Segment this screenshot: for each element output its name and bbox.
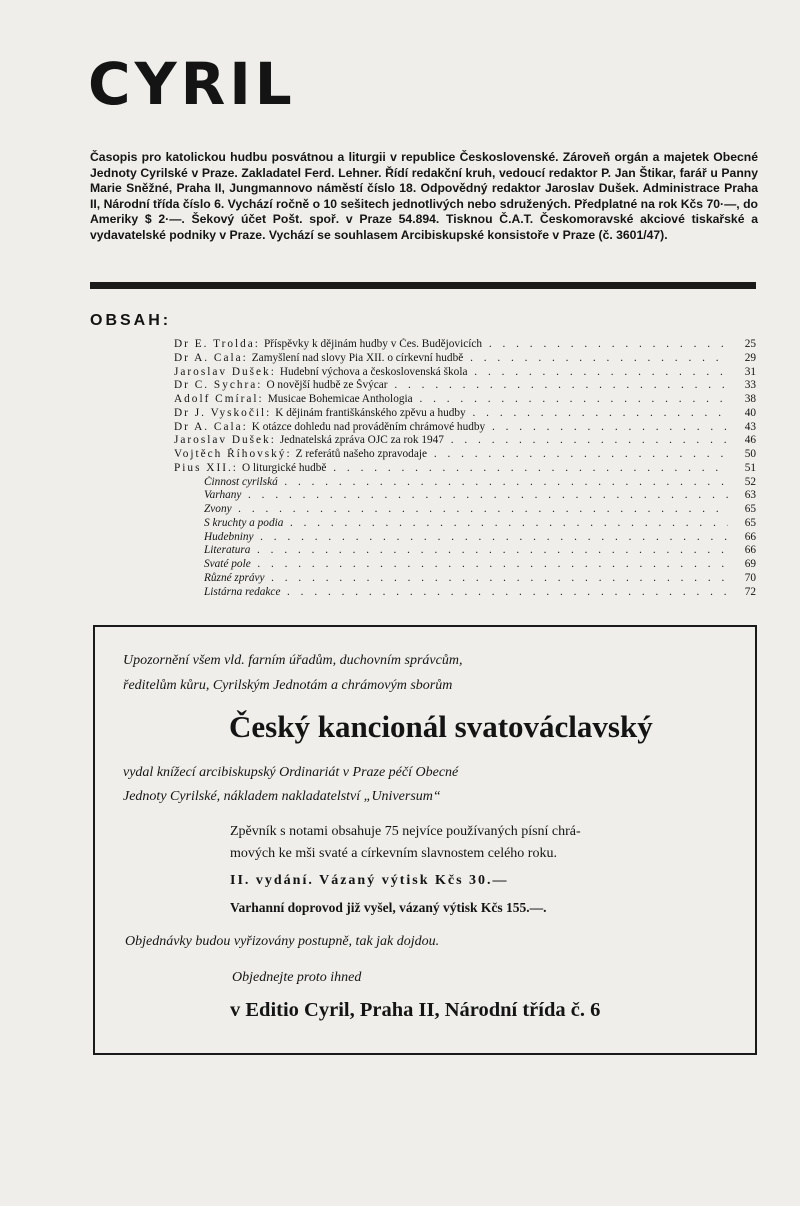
toc-section-title: Různé zprávy . . . [204, 572, 728, 586]
notice-line-2: ředitelům kůru, Cyrilským Jednotám a chrámovým sborům [123, 678, 453, 693]
toc-page: 50 [744, 448, 756, 460]
description-line-2: mových ke mši svaté a církevním slavnostem celého roku. [230, 846, 557, 861]
toc-author: Jaroslav Dušek: [174, 365, 276, 378]
toc-author: Dr A. Cala: [174, 420, 248, 433]
toc-section [174, 544, 756, 558]
toc-author: Vojtěch Říhovský: [174, 448, 292, 460]
toc-title: Z referátů našeho zpravodaje . . . [296, 448, 728, 462]
publisher-line-1: vydal knížecí arcibiskupský Ordinariát v Praze péčí Obecné [123, 765, 459, 780]
notice-line-1: Upozornění všem vld. farním úřadům, duchovním správcům, [123, 653, 463, 668]
toc-page: 63 [744, 489, 756, 502]
toc-page: 69 [744, 558, 756, 570]
toc-page: 51 [744, 461, 756, 474]
contents-heading: OBSAH: [90, 312, 172, 329]
toc-entry [174, 434, 756, 448]
toc-section [174, 503, 756, 517]
toc-title: Jednatelská zpráva OJC za rok 1947 . . . [280, 434, 728, 448]
journal-title: CYRIL [88, 50, 296, 118]
toc-page: 52 [744, 475, 756, 488]
toc-section [174, 558, 756, 572]
toc-author: Dr J. Vyskočil: [174, 406, 272, 419]
toc-section-title: Varhany . . . [204, 489, 728, 503]
toc-section [174, 586, 756, 600]
description-line-1: Zpěvník s notami obsahuje 75 nejvíce používaných písní chrá- [230, 824, 581, 839]
toc-title: Musicae Bohemicae Anthologia . . . [268, 393, 728, 407]
toc-section [174, 572, 756, 586]
toc-page: 31 [744, 365, 756, 378]
toc-title: K otázce dohledu nad prováděním chrámové hudby . . . [252, 421, 728, 435]
organ-accompaniment-price: Varhanní doprovod již vyšel, vázaný výtisk Kčs 155.—. [230, 900, 547, 915]
toc-page: 46 [744, 434, 756, 447]
toc-section-title: Činnost cyrilská . . . [204, 476, 728, 490]
toc-title: O novější hudbě ze Švýcar . . . [266, 379, 728, 393]
orders-note: Objednávky budou vyřizovány postupně, tak jak dojdou. [125, 934, 440, 949]
toc-title: K dějinám františkánského zpěvu a hudby . . . [275, 407, 728, 421]
toc-author: Jaroslav Dušek: [174, 434, 276, 447]
toc-section-title: Hudebniny . . . [204, 531, 728, 545]
toc-page: 43 [744, 420, 756, 433]
toc-title: Zamyšlení nad slovy Pia XII. o církevní hudbě . . . [252, 352, 728, 366]
toc-author: Dr A. Cala: [174, 351, 248, 364]
toc-author: Pius XII.: [174, 461, 238, 474]
toc-entry [174, 407, 756, 421]
imprint-paragraph [90, 150, 758, 244]
toc-section [174, 531, 756, 545]
toc-section [174, 476, 756, 490]
toc-page: 33 [744, 379, 756, 392]
toc-page: 25 [744, 338, 756, 350]
toc-entry [174, 393, 756, 407]
toc-section [174, 517, 756, 531]
toc-entry [174, 379, 756, 393]
toc-entry [174, 448, 756, 462]
toc-page: 65 [744, 516, 756, 529]
headline: Český kancionál svatováclavský [229, 709, 653, 744]
edition-price: II. vydání. Vázaný výtisk Kčs 30.— [230, 873, 509, 888]
toc-page: 40 [744, 406, 756, 419]
toc-entry [174, 352, 756, 366]
toc-entry [174, 421, 756, 435]
toc-section-title: Listárna redakce . . . [204, 586, 728, 600]
toc-title: Příspěvky k dějinám hudby v Čes. Budějovicích . . . [264, 338, 728, 352]
imprint-text: Časopis pro katolickou hudbu posvátnou a liturgii v republice Československé. Zároveň orgán a majetek Obecné Jednoty Cyrilské v Praze. Zakladatel Ferd. Lehner. Řídí redakční kruh, vedoucí redaktor P. Jan Štikar, farář u Panny Marie Sněžné, Praha II, Jungmannovo náměstí číslo 18. Odpovědný redaktor Jaroslav Dušek. Administrace Praha II, Národní třída číslo 6. Vychází ročně o 10 sešitech jednotlivých nebo sdružených. Předplatné na rok Kčs 70·—, do Ameriky $ 2·—. Šekový účet Pošt. spoř. v Praze 54.894. Tisknou Č.A.T. Českomoravské akciové tiskařské a vydavatelské podniky v Praze. Vychází se souhlasem Arcibiskupské konsistoře v Praze (č. 3601/47). [90, 150, 758, 242]
divider-rule [90, 282, 756, 289]
toc-entry [174, 462, 756, 476]
toc-page: 72 [744, 585, 756, 598]
toc-page: 70 [744, 571, 756, 584]
table-of-contents [174, 338, 756, 599]
toc-page: 65 [744, 503, 756, 515]
order-now: Objednejte proto ihned [232, 970, 362, 985]
order-address: v Editio Cyril, Praha II, Národní třída č. 6 [230, 999, 601, 1021]
toc-section-title: S kruchty a podia . . . [204, 517, 728, 531]
toc-author: Dr C. Sychra: [174, 379, 263, 392]
toc-section [174, 489, 756, 503]
toc-page: 66 [744, 530, 756, 543]
toc-page: 38 [744, 393, 756, 405]
toc-page: 66 [744, 544, 756, 557]
toc-page: 29 [744, 351, 756, 364]
toc-section-title: Svaté pole . . . [204, 558, 728, 572]
toc-title: O liturgické hudbě . . . [242, 462, 728, 476]
toc-entry [174, 338, 756, 352]
toc-section-title: Literatura . . . [204, 544, 728, 558]
advertisement-box [93, 625, 757, 1055]
toc-title: Hudební výchova a československá škola . . . [280, 366, 728, 380]
toc-author: Adolf Cmíral: [174, 393, 264, 405]
publisher-line-2: Jednoty Cyrilské, nákladem nakladatelství „Universum“ [123, 789, 441, 804]
toc-section-title: Zvony . . . [204, 503, 728, 517]
toc-entry [174, 366, 756, 380]
toc-author: Dr E. Trolda: [174, 338, 260, 350]
